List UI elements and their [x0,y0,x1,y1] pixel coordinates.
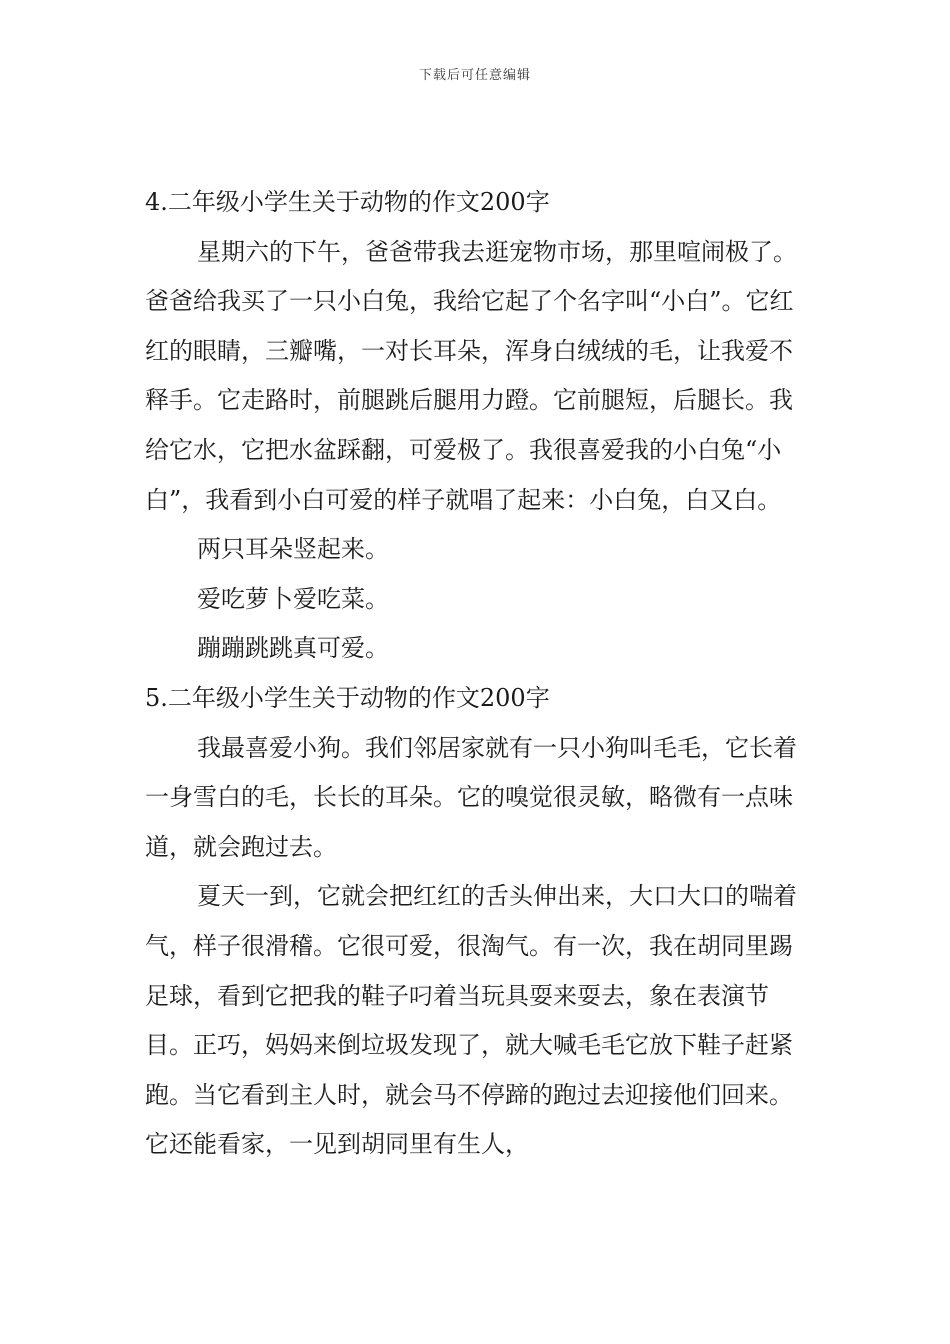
paragraph: 星期六的下午，爸爸带我去逛宠物市场，那里喧闹极了。爸爸给我买了一只小白兔，我给它起了个名字叫“小白”。它红红的眼睛，三瓣嘴，一对长耳朵，浑身白绒绒的毛，让我爱不释手。它走路时，前腿跳后腿用力蹬。它前腿短，后腿长。我给它水，它把水盆踩翻，可爱极了。我很喜爱我的小白兔“小白”，我看到小白可爱的样子就唱了起来：小白兔，白又白。 [145,237,797,514]
page-header: 下载后可任意编辑 [418,68,531,83]
paragraph: 两只耳朵竖起来。 [197,535,389,564]
section-heading: 4.二年级小学生关于动物的作文200字 [145,188,550,216]
paragraph: 夏天一到，它就会把红红的舌头伸出来，大口大口的喘着气，样子很滑稽。它很可爱，很淘气。有一次，我在胡同里踢足球，看到它把我的鞋子叼着当玩具耍来耍去，象在表演节目。正巧，妈妈来倒垃圾发现了，就大喊毛毛它放下鞋子赶紧跑。当它看到主人时，就会马不停蹄的跑过去迎接他们回来。它还能看家，一见到胡同里有生人， [145,882,797,1159]
paragraph: 我最喜爱小狗。我们邻居家就有一只小狗叫毛毛，它长着一身雪白的毛，长长的耳朵。它的嗅觉很灵敏，略微有一点味道，就会跑过去。 [145,733,797,861]
paragraph: 蹦蹦跳跳真可爱。 [197,634,389,663]
section-heading: 5.二年级小学生关于动物的作文200字 [145,683,550,712]
document-body [145,178,810,1170]
paragraph: 爱吃萝卜爱吃菜。 [197,584,389,613]
